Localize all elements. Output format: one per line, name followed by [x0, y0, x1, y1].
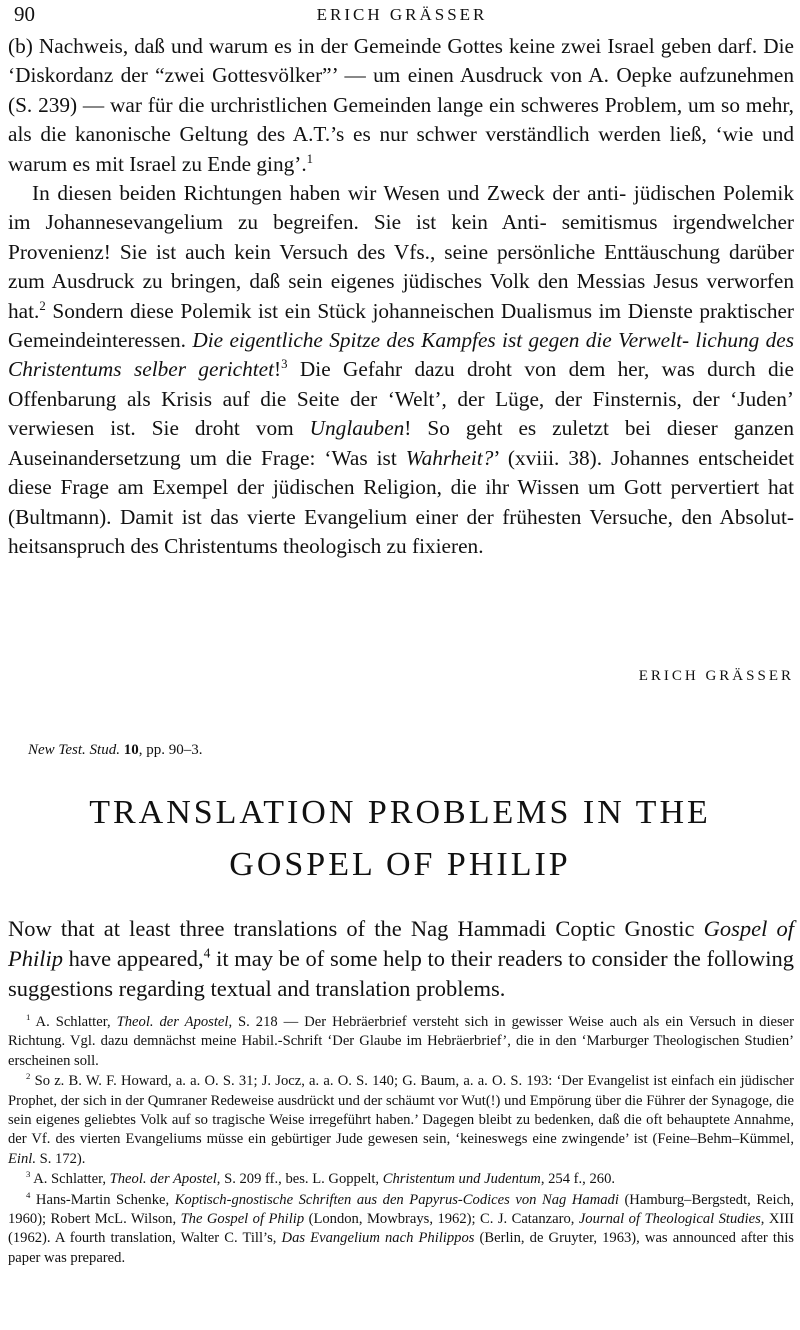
footnote-ref: 4 — [203, 945, 211, 961]
footnote-text: A. Schlatter, — [30, 1014, 117, 1030]
line: Ausdruck von A. Oepke aufzunehmen (S. 239) — war für die urchristlichen — [8, 63, 794, 117]
footnote-text: , 254 f., 260. — [540, 1171, 616, 1188]
line: eigenes jüdisches Volk den Messias Jesus verworfen hat. — [8, 269, 795, 323]
line: ! So geht es — [404, 416, 537, 441]
paragraph-polemik: In diesen beiden Richtungen haben wir Wesen und Zweck der anti- jüdischen Polemik im Johannesevangelium zu begreifen. Sie ist kein Anti- semitismus irgendwelcher Provenienz! Sie ist auch kein Versuch des Vfs., seine persönliche Enttäuschung darüber zum Ausdruck zu bringen, daß sein eigenes jüdisches Volk den Messias Jesus verworfen hat.$^2$ Sondern diese Polemik ist ein Stück johanneischen Dualismus im Dienste praktischer Gemeindeinteressen. Die eigentliche Spitze des Kampfes ist gegen die Verwelt- lichung des Christentums selber gerichtet!$^3$ Die Gefahr dazu droht von dem her, was durch die Offenbarung als Krisis auf die Seite der ‘Welt’, der Lüge, der Finsternis, der ‘Juden’ verwiesen ist. Sie droht vom Unglauben! So geht es zuletzt bei dieser ganzen Auseinandersetzung um die Frage: ‘Was ist Wahrheit?’ (xviii. 38). Johannes entscheidet diese Frage am Exempel der jüdischen Religion, die ihr Wissen um Gott pervertiert hat (Bultmann). Damit ist das vierte Evangelium einer der frühesten Versuche, den Absolut- heitsanspruch des Christentums theologisch zu fixieren. — [8, 181, 795, 558]
footnote-number: 2 — [26, 1071, 31, 1082]
page-number: 90 — [14, 2, 35, 26]
footnote-text: , S. 209 ff., bes. L. Goppelt, — [216, 1171, 383, 1188]
footnote-ref: 2 — [39, 298, 46, 313]
emphasis: Unglauben — [309, 416, 405, 441]
footnotes — [8, 1013, 794, 1269]
line: Damit ist das vierte Evangelium einer der frühesten Versuche, den Absolut- — [120, 504, 794, 529]
line: semitismus irgendwelcher Provenienz! Sie ist auch kein Versuch des Vfs., — [8, 210, 795, 264]
footnote-number: 4 — [26, 1189, 31, 1200]
footnote-text: , S. 218 — Der Hebräerbrief versteht sich in gewisser Weise auch als ein Versuch in dieser Richtung. Vgl. dazu demnächst meine Habil.-Schrift ‘Der Glaube im Hebräerbrief’, die in den ‘Marburger Theologischen Studien’ erscheinen soll. — [8, 1014, 795, 1069]
footnote-text: (Berlin, de Gruyter, 1963), was announced after this paper was prepared. — [8, 1230, 794, 1266]
footnote-title: Koptisch-gnostische Schriften aus den Papyrus-Codices von Nag Hamadi — [174, 1191, 619, 1208]
line: Israel geben darf. Die ‘Diskordanz der “zwei Gottesvölker”’ — um einen — [8, 34, 794, 88]
footnote-text: Hans-Martin Schenke, — [30, 1191, 175, 1208]
footnote-ref: 1 — [306, 151, 314, 166]
intro-text: it may be of some help to their readers to — [210, 946, 586, 971]
line: ’ (xviii. 38). Johannes entscheidet diese Frage am Exempel der — [8, 445, 795, 500]
footnote-title: Einl. — [8, 1150, 36, 1167]
line: Gemeindeinteressen. — [8, 328, 186, 353]
footnote-number: 1 — [26, 1012, 31, 1023]
footnote-number: 3 — [26, 1169, 31, 1180]
line: Gemeinden lange ein schweres Problem, um so mehr, als die kanonische — [8, 92, 794, 147]
intro-text: Now that at least three translations of the Nag Hammadi Coptic Gnostic — [8, 916, 695, 941]
line: zuletzt bei dieser ganzen Auseinandersetzung um die Frage: ‘Was ist — [8, 416, 795, 470]
title-line: GOSPEL OF PHILIP — [229, 846, 571, 883]
footnote-text: A. Schlatter, — [30, 1171, 110, 1188]
emphasis: Wahrheit? — [405, 445, 494, 470]
article-intro — [8, 914, 794, 1004]
emphasis: Die eigentliche Spitze des Kampfes ist gegen die Verwelt- — [192, 328, 690, 353]
line: In diesen beiden Richtungen haben wir Wesen und Zweck der anti- — [32, 181, 627, 206]
footnote-2 — [8, 1072, 794, 1169]
footnote-title: Theol. der Apostel — [109, 1171, 217, 1188]
journal-volume: 10 — [123, 742, 139, 758]
footnote-1 — [8, 1013, 794, 1071]
emphasis: lichung des Christentums selber gerichtet — [8, 328, 795, 382]
line: Polemik ist ein Stück johanneischen Dualismus im Dienste praktischer — [180, 298, 795, 323]
line: es mit Israel zu Ende ging’. — [72, 151, 307, 176]
footnote-text: S. 172). — [35, 1150, 86, 1167]
line: Finsternis, der ‘Juden’ verwiesen ist. Sie droht vom — [8, 386, 794, 441]
intro-text: have appeared, — [63, 946, 204, 971]
footnote-3 — [8, 1170, 794, 1189]
footnote-title: Das Evangelium nach Philippos — [281, 1230, 475, 1247]
line: Geltung des A.T.’s es nur schwer verständlich werden ließ, ‘wie und warum — [8, 122, 794, 176]
intro-title: Gospel of Philip — [8, 916, 795, 971]
footnote-ref: 3 — [281, 357, 288, 372]
line: (b) Nachweis, daß und warum es in der Gemeinde Gottes keine zwei — [8, 34, 602, 58]
line: heitsanspruch des Christentums theologisch zu fixieren. — [8, 533, 484, 558]
line: jüdischen Religion, die ihr Wissen um Gott pervertiert hat (Bultmann). — [8, 475, 795, 529]
journal-pages: , pp. 90–3. — [138, 742, 203, 758]
line: was durch die Offenbarung als Krisis auf die Seite der ‘Welt’, der Lüge, der — [8, 357, 795, 411]
footnote-title: The Gospel of Philip — [180, 1211, 305, 1228]
running-head: ERICH GRÄSSER — [316, 5, 488, 24]
line: Die Gefahr dazu droht von dem her, — [299, 357, 650, 382]
footnote-text: (London, Mowbrays, 1962); C. J. Catanzaro, — [304, 1211, 579, 1228]
footnote-text: , XIII (1962). A fourth translation, Walter C. Till’s, — [8, 1211, 794, 1247]
footnote-title: Journal of Theological Studies — [578, 1211, 761, 1228]
paragraph-b — [8, 32, 794, 179]
footnote-4 — [8, 1191, 794, 1269]
intro-text: consider the following suggestions regarding textual and translation problems. — [8, 946, 795, 1001]
journal-name: New Test. Stud. — [28, 742, 120, 758]
footnote-title: Theol. der Apostel — [116, 1014, 229, 1030]
journal-citation — [28, 742, 202, 759]
line: Sondern diese — [45, 298, 174, 323]
footnote-text: So z. B. W. F. Howard, a. a. O. S. 31; J. Jocz, a. a. O. S. 140; G. Baum, a. a. O. S. 193: ‘Der Evangelist ist einfach ein jüdischer Prophet, der sich in der Qumraner Redeweise ausdrückt und der schäumt vor Wut(!) und Empörung über die Führer der Synagoge, die sein eigenes geliebtes Volk auf so tragische Weise irregeführt haben.’ Dagegen bleibt zu bedenken, daß die oft behauptete Annahme, der Vf. des vierten Evangeliums müsse ein gebürtiger Jude gewesen sein, ‘keineswegs eine zwingende’ ist (Feine–Behm–Kümmel, — [8, 1073, 794, 1148]
footnote-text: (Hamburg–Bergstedt, Reich, 1960); Robert McL. Wilson, — [8, 1191, 795, 1228]
page-header — [14, 2, 790, 32]
line: seine persönliche Enttäuschung darüber zum Ausdruck zu bringen, daß sein — [8, 239, 795, 294]
footnote-title: Christentum und Judentum — [382, 1171, 541, 1188]
title-line: TRANSLATION PROBLEMS IN THE — [89, 794, 711, 831]
article-title — [0, 787, 800, 891]
author-signature: ERICH GRÄSSER — [638, 668, 794, 684]
line: jüdischen Polemik im Johannesevangelium zu begreifen. Sie ist kein Anti- — [8, 181, 794, 235]
article-body — [8, 32, 794, 561]
